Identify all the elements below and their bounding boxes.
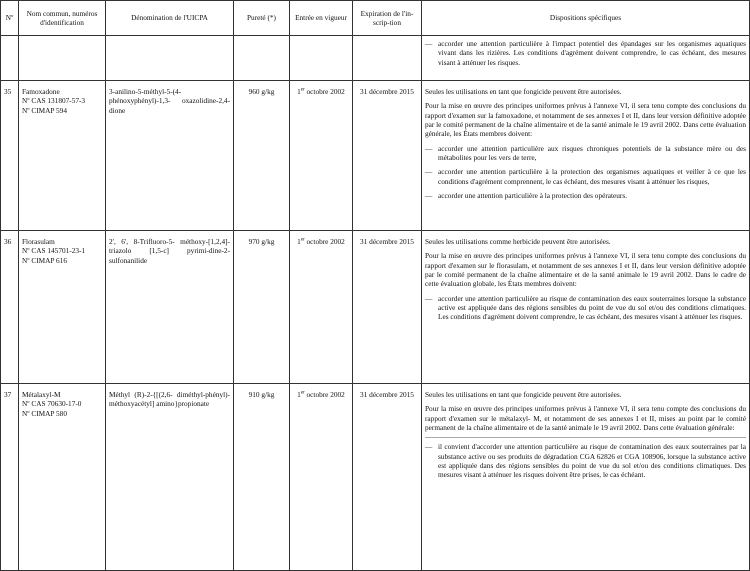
provisions-cell <box>422 231 750 384</box>
dash-mark: — <box>425 167 433 177</box>
iupac-name: Méthyl (R)-2-{[(2,6- diméthyl-phényl)-méthoxyacétyl] amino}propionate <box>109 390 230 409</box>
row-number: 35 <box>1 81 19 231</box>
expiry-cell <box>353 384 422 571</box>
table-row-continuation <box>1 36 750 81</box>
provision-paragraph: Pour la mise en œuvre des principes uniformes prévus à l'annexe VI, il sera tenu compte des conclusions du rapport d'examen sur le métalaxyl- M, et notamment de ses annexes I et II, mises au point par le comité permanent de la chaîne alimentaire et de la santé animale le 19 avril 2002. Dans cette évaluation générale: <box>425 404 746 432</box>
common-name-cell <box>19 231 106 384</box>
dash-item <box>425 191 746 200</box>
cont-provisions-cell <box>422 36 750 81</box>
dash-mark: — <box>425 190 433 200</box>
dash-mark: — <box>425 442 433 452</box>
dash-item <box>425 294 746 322</box>
cont-expiry-cell <box>353 36 422 81</box>
substance-name: Famoxadone <box>22 87 60 96</box>
dash-text: accorder une attention particulière à l'impact potentiel des épandages sur les organismes aquatiques vivant dans les rizières. Les conditions d'agrément doivent comprendre, le cas échéant, des mesures visant à atténuer les risques. <box>438 39 746 67</box>
iupac-cell <box>106 81 234 231</box>
table-header-row <box>1 1 750 36</box>
cimap-number: Nº CIMAP 616 <box>22 255 67 265</box>
row-number: 36 <box>1 231 19 384</box>
iupac-name: 3-anilino-5-méthyl-5-(4-phénoxyphényl)-1,3- oxazolidine-2,4-dione <box>109 87 230 115</box>
provision-paragraph: Pour la mise en œuvre des principes uniformes prévus à l'annexe VI, il sera tenu compte des conclusions du rapport d'examen sur la famoxadone, et notamment de ses annexes I et II, dans leur version définitive adoptée par le comité permanent de la chaîne alimentaire et de la santé animale le 19 avril 2002. Dans cette évaluation générale, les États membres doivent: <box>425 101 746 139</box>
purity-value: 910 g/kg <box>248 390 275 399</box>
dash-text: accorder une attention particulière à la protection des opérateurs. <box>438 190 628 200</box>
row-number: 37 <box>1 384 19 571</box>
table-row <box>1 231 750 384</box>
dash-text: accorder une attention particulière aux risques chroniques potentiels de la substance mère ou des métabolites pour les vers de terre, <box>438 143 746 162</box>
dash-mark: — <box>425 39 433 48</box>
header-provisions: Dispositions spécifiques <box>422 1 750 36</box>
provisions-cell <box>422 384 750 571</box>
expiry-date: 31 décembre 2015 <box>360 237 414 246</box>
entry-date: 1er octobre 2002 <box>297 87 345 96</box>
expiry-date: 31 décembre 2015 <box>360 390 414 399</box>
header-expiry: Expiration de l'in-scrip-tion <box>353 1 422 36</box>
entry-date: 1er octobre 2002 <box>297 237 345 246</box>
cont-iupac-cell <box>106 36 234 81</box>
cas-number: Nº CAS 131807-57-3 <box>22 96 86 106</box>
common-name-cell <box>19 384 106 571</box>
provisions-cell <box>422 81 750 231</box>
cont-name-cell <box>19 36 106 81</box>
cont-entry-cell <box>290 36 353 81</box>
iupac-name: 2', 6', 8-Trifluoro-5- méthoxy-[1,2,4]-triazolo [1,5-c] pyrimi-dine-2- sulfonanilide <box>109 237 230 265</box>
cont-num-cell <box>1 36 19 81</box>
separator-line <box>425 437 746 438</box>
dash-mark: — <box>425 143 433 153</box>
iupac-cell <box>106 384 234 571</box>
header-entry: Entrée en vigueur <box>290 1 353 36</box>
purity-cell <box>234 384 290 571</box>
dash-text: accorder une attention particulière au risque de contamination des eaux souterraines lorsque la substance active est appliquée dans des régions sensibles du point de vue du sol et/ou des conditions climatiques. Les conditions d'agrément doivent comprendre, le cas échéant, des mesures visant à atténuer les risques. <box>438 293 746 322</box>
cas-number: Nº CAS 70630-17-0 <box>22 399 82 409</box>
table-row <box>1 384 750 571</box>
expiry-date: 31 décembre 2015 <box>360 87 414 96</box>
purity-cell <box>234 231 290 384</box>
purity-cell <box>234 81 290 231</box>
entry-cell <box>290 81 353 231</box>
dash-text: il convient d'accorder une attention particulière au risque de contamination des eaux souterraines par la substance active ou ses produits de dégradation CGA 62826 et CGA 108906, lorsque la substance active est appliquée dans des régions sensibles du point de vue du sol et/ou des conditions climatiques. Des mesures visant à atténuer les risques doivent être prises, le cas échéant. <box>438 442 746 480</box>
common-name-cell <box>19 81 106 231</box>
table-row <box>1 81 750 231</box>
entry-cell <box>290 384 353 571</box>
dash-text: accorder une attention particulière à la protection des organismes aquatiques et veiller à ce que les conditions d'agrément comprennent, le cas échéant, des mesures visant à atténuer les risques, <box>438 167 746 186</box>
header-purity: Pureté (*) <box>234 1 290 36</box>
purity-value: 970 g/kg <box>248 237 275 246</box>
cimap-number: Nº CIMAP 594 <box>22 105 67 115</box>
header-iupac: Dénomination de l'UICPA <box>106 1 234 36</box>
cimap-number: Nº CIMAP 580 <box>22 408 67 418</box>
cas-number: Nº CAS 145701-23-1 <box>22 246 86 256</box>
expiry-cell <box>353 81 422 231</box>
provision-paragraph: Seules les utilisations comme herbicide peuvent être autorisées. <box>425 237 611 246</box>
dash-mark: — <box>425 293 433 303</box>
dash-item <box>425 167 746 186</box>
provision-paragraph: Seules les utilisations en tant que fongicide peuvent être autorisées. <box>425 87 622 96</box>
purity-value: 960 g/kg <box>248 87 275 96</box>
dash-item <box>425 144 746 163</box>
substance-name: Florasulam <box>22 237 55 246</box>
iupac-cell <box>106 231 234 384</box>
provision-paragraph: Pour la mise en œuvre des principes uniformes prévus à l'annexe VI, il sera tenu compte des conclusions du rapport d'examen sur le florasulam, et notamment de ses annexes I et II, dans leur version définitive adoptée par le comité permanent de la chaîne alimentaire et de la santé animale le 19 avril 2002. Dans le cadre de cette évaluation globale, les États membres doivent: <box>425 251 746 289</box>
expiry-cell <box>353 231 422 384</box>
entry-date: 1er octobre 2002 <box>297 390 345 399</box>
substance-name: Métalaxyl-M <box>22 390 61 399</box>
dash-item <box>425 39 746 67</box>
cont-purity-cell <box>234 36 290 81</box>
dash-item <box>425 442 746 479</box>
header-common-name: Nom commun, numéros d'identification <box>19 1 106 36</box>
entry-cell <box>290 231 353 384</box>
header-num: Nº <box>1 1 19 36</box>
provision-paragraph: Seules les utilisations en tant que fongicide peuvent être autorisées. <box>425 390 622 399</box>
